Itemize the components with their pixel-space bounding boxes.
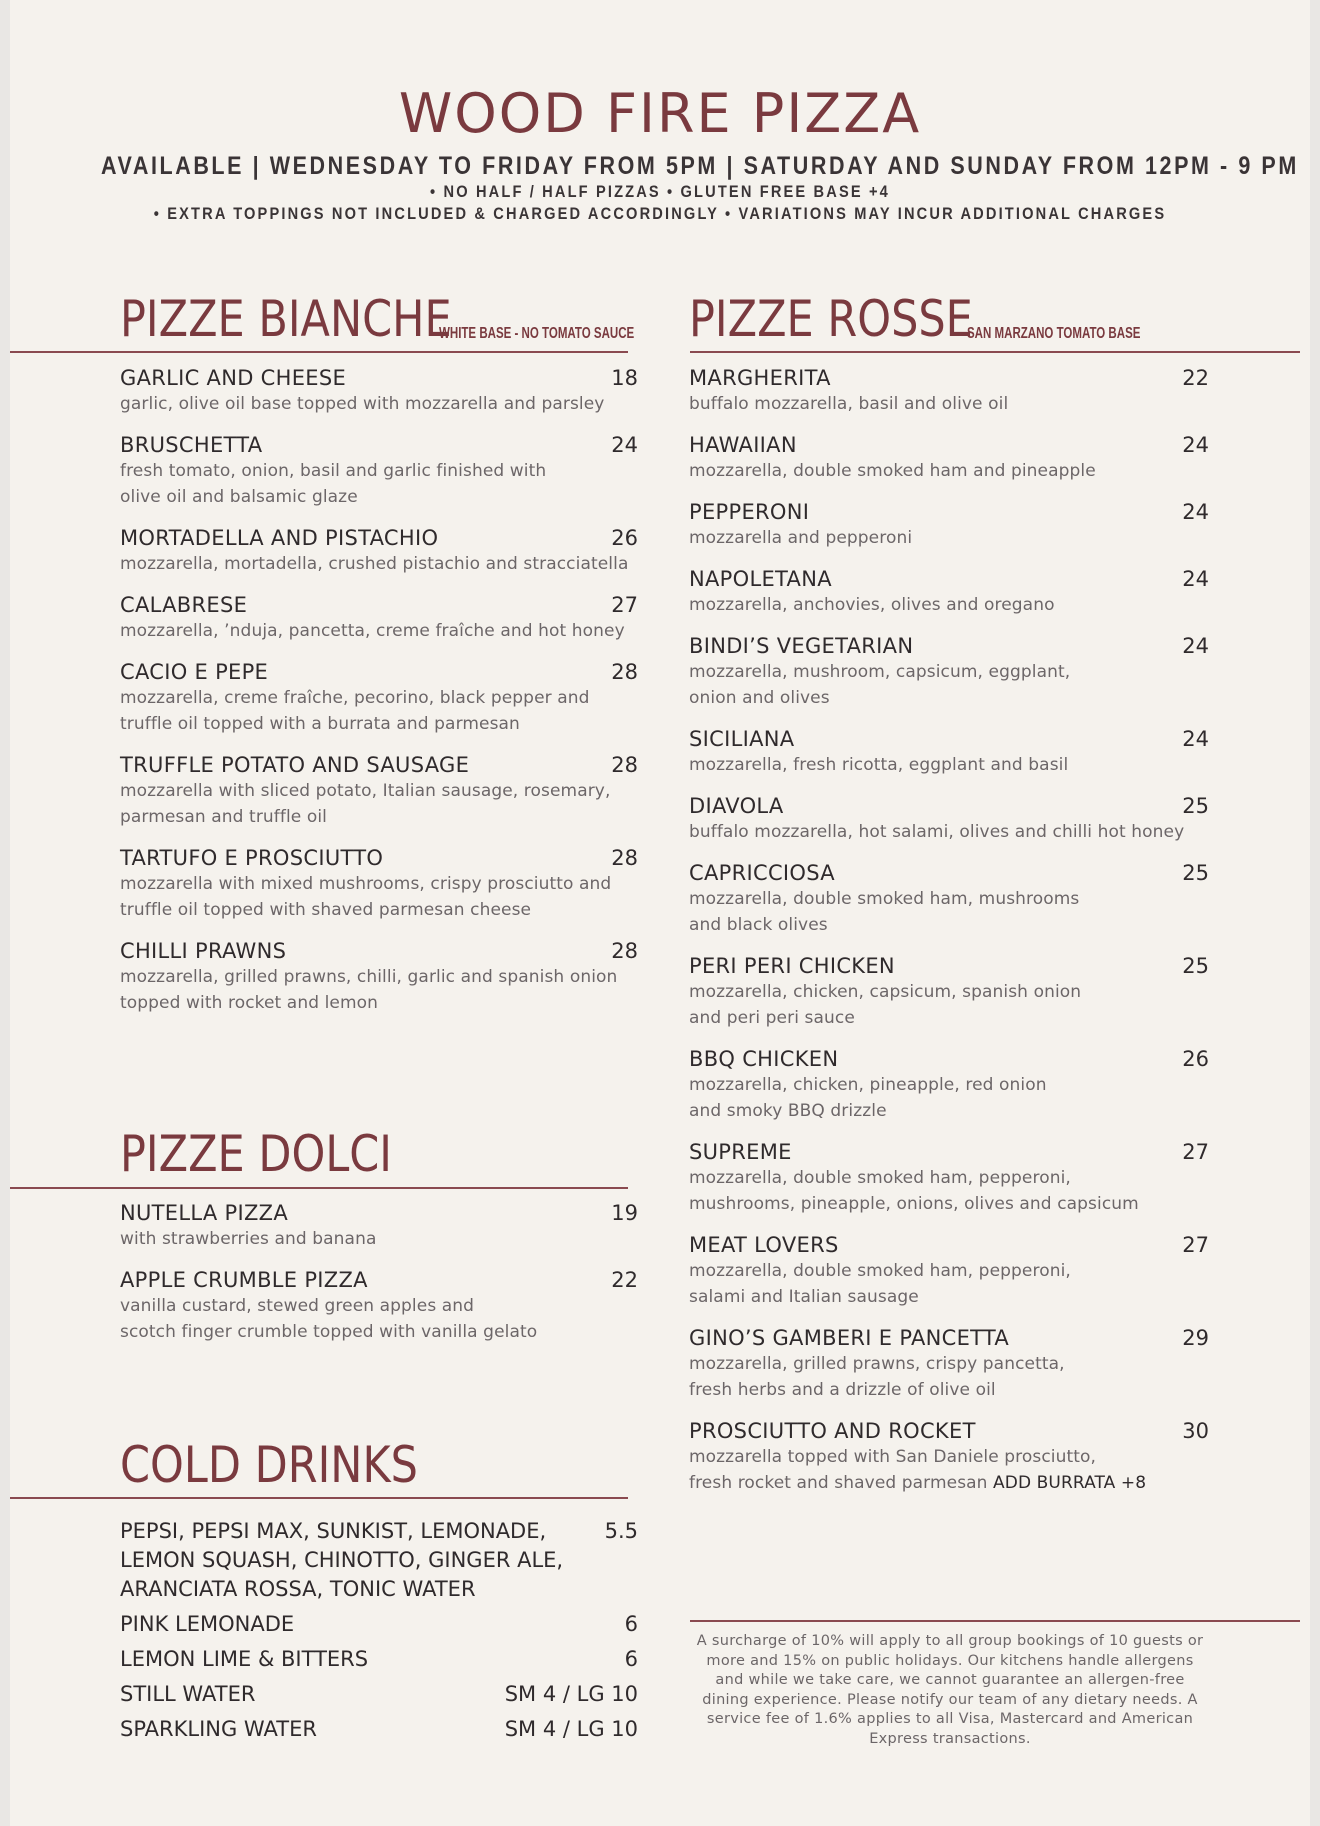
item-name: TARTUFO E PROSCIUTTO [120, 846, 384, 870]
menu-item [120, 432, 638, 510]
menu-item [689, 365, 1209, 417]
item-description-text: mozzarella and pepperoni [689, 528, 913, 548]
item-description [689, 886, 1209, 938]
item-description [689, 391, 1209, 417]
item-description-text: mozzarella, creme fraîche, pecorino, black pepper and truffle oil topped with a burrata and parmesan [120, 688, 590, 734]
item-name: PEPPERONI [689, 500, 810, 524]
drink-list [120, 1517, 638, 1744]
item-description-text: mozzarella with sliced potato, Italian sausage, rosemary, parmesan and truffle oil [120, 781, 611, 827]
item-name: CHILLI PRAWNS [120, 939, 287, 963]
drink-item [120, 1645, 638, 1674]
item-name: CACIO E PEPE [120, 660, 269, 684]
item-name: GARLIC AND CHEESE [120, 366, 347, 390]
drink-item [120, 1517, 638, 1604]
section-title: PIZZE ROSSE [689, 290, 973, 348]
item-description [689, 659, 1209, 711]
menu-item [689, 1418, 1209, 1496]
item-description [120, 551, 638, 577]
item-name: SUPREME [689, 1140, 792, 1164]
item-list [120, 1200, 638, 1345]
menu-page [10, 0, 1310, 1826]
item-description-text: mozzarella, mushroom, capsicum, eggplant, onion and olives [689, 662, 1071, 708]
menu-item [120, 1200, 638, 1252]
item-description-text: mozzarella, mortadella, crushed pistachio and stracciatella [120, 554, 629, 574]
item-description-text: mozzarella, double smoked ham, mushrooms and black olives [689, 889, 1080, 935]
item-price: 24 [1182, 634, 1209, 658]
item-price: 27 [1182, 1140, 1209, 1164]
item-description-text: mozzarella topped with San Daniele prosciutto, fresh rocket and shaved parmesan [689, 1447, 1097, 1493]
drink-price: SM 4 / LG 10 [504, 1717, 638, 1741]
section-subtitle: SAN MARZANO TOMATO BASE [967, 325, 1141, 342]
item-price: 22 [611, 1268, 638, 1292]
item-price: 25 [1182, 954, 1209, 978]
item-price: 24 [1182, 433, 1209, 457]
menu-item [689, 566, 1209, 618]
item-description-text: buffalo mozzarella, basil and olive oil [689, 394, 1009, 414]
section-subtitle: WHITE BASE - NO TOMATO SAUCE [439, 325, 635, 342]
item-price: 27 [1182, 1233, 1209, 1257]
item-price: 25 [1182, 861, 1209, 885]
item-description-text: mozzarella, fresh ricotta, eggplant and basil [689, 755, 1069, 775]
surcharge-note: A surcharge of 10% will apply to all group bookings of 10 guests or more and 15% on public holidays. Our kitchens handle allergens and while we take care, we cannot guarantee an allergen-free dining experience. Please notify our team of any dietary needs. A service fee of 1.6% applies to all Visa, Mastercard and American Express transactions. [696, 1633, 1204, 1747]
item-name: APPLE CRUMBLE PIZZA [120, 1268, 368, 1292]
item-description [120, 778, 638, 830]
item-description-text: mozzarella, grilled prawns, crispy pancetta, fresh herbs and a drizzle of olive oil [689, 1354, 1065, 1400]
item-price: 30 [1182, 1419, 1209, 1443]
section-header [120, 291, 638, 351]
drink-price: 6 [624, 1612, 638, 1636]
drink-price: 6 [624, 1647, 638, 1671]
section-rosse [689, 291, 1209, 1511]
drink-price: SM 4 / LG 10 [504, 1682, 638, 1706]
menu-item [120, 938, 638, 1016]
drink-name: STILL WATER [120, 1682, 256, 1706]
item-description-text: vanilla custard, stewed green apples and scotch finger crumble topped with vanilla gelato [120, 1296, 538, 1342]
section-drinks [120, 1437, 638, 1750]
item-name: CALABRESE [120, 593, 248, 617]
item-price: 24 [611, 433, 638, 457]
item-name: MEAT LOVERS [689, 1233, 839, 1257]
item-price: 19 [611, 1201, 638, 1225]
item-name: TRUFFLE POTATO AND SAUSAGE [120, 753, 470, 777]
menu-item [689, 499, 1209, 551]
menu-item [689, 726, 1209, 778]
item-name: BRUSCHETTA [120, 433, 263, 457]
footer-divider [690, 1620, 1300, 1622]
item-description [689, 752, 1209, 778]
section-header [120, 1126, 638, 1186]
item-description [689, 458, 1209, 484]
item-name: PERI PERI CHICKEN [689, 954, 895, 978]
section-header [120, 1437, 638, 1497]
item-description [689, 1351, 1209, 1403]
item-description [120, 871, 638, 923]
item-price: 28 [611, 753, 638, 777]
menu-item [689, 432, 1209, 484]
item-description-text: mozzarella, grilled prawns, chilli, garlic and spanish onion topped with rocket and lemon [120, 967, 618, 1013]
item-description [689, 1165, 1209, 1217]
drink-item [120, 1610, 638, 1639]
item-price: 27 [611, 593, 638, 617]
item-price: 26 [1182, 1047, 1209, 1071]
item-description [689, 525, 1209, 551]
item-description [120, 391, 638, 417]
menu-header [10, 82, 1310, 225]
menu-item [689, 633, 1209, 711]
item-price: 26 [611, 526, 638, 550]
menu-item [689, 1046, 1209, 1124]
page-title: WOOD FIRE PIZZA [398, 82, 922, 145]
item-price: 28 [611, 939, 638, 963]
availability-hours: AVAILABLE | WEDNESDAY TO FRIDAY FROM 5PM | SATURDAY AND SUNDAY FROM 12PM - 9 PM [101, 152, 1299, 180]
item-description [120, 964, 638, 1016]
item-description [120, 685, 638, 737]
menu-item [120, 365, 638, 417]
item-description [689, 979, 1209, 1031]
item-description-text: mozzarella, double smoked ham, pepperoni, salami and Italian sausage [689, 1261, 1071, 1307]
item-price: 24 [1182, 500, 1209, 524]
item-description [689, 1444, 1209, 1496]
drink-item [120, 1680, 638, 1709]
item-description [689, 592, 1209, 618]
menu-item [689, 953, 1209, 1031]
item-description [120, 1293, 638, 1345]
item-description-text: mozzarella, double smoked ham and pineapple [689, 461, 1096, 481]
item-list [689, 365, 1209, 1496]
section-title: COLD DRINKS [120, 1436, 418, 1494]
item-name: SICILIANA [689, 727, 795, 751]
drink-item [120, 1715, 638, 1744]
item-price: 28 [611, 846, 638, 870]
section-bianche [120, 291, 638, 1031]
menu-item [120, 592, 638, 644]
menu-item [120, 525, 638, 577]
menu-item [689, 1139, 1209, 1217]
item-description-text: mozzarella, ’nduja, pancetta, creme fraîche and hot honey [120, 621, 625, 641]
item-price: 29 [1182, 1326, 1209, 1350]
item-name: GINO’S GAMBERI E PANCETTA [689, 1326, 1010, 1350]
section-header [689, 291, 1209, 351]
menu-item [120, 845, 638, 923]
item-description-text: mozzarella, double smoked ham, pepperoni, mushrooms, pineapple, onions, olives and capsicum [689, 1168, 1139, 1214]
item-description-text: mozzarella, chicken, pineapple, red onion and smoky BBQ drizzle [689, 1075, 1047, 1121]
drink-name: LEMON LIME & BITTERS [120, 1647, 369, 1671]
menu-item [120, 752, 638, 830]
item-description-text: garlic, olive oil base topped with mozzarella and parsley [120, 394, 605, 414]
item-addon: ADD BURRATA +8 [993, 1473, 1147, 1493]
section-title: PIZZE BIANCHE [120, 290, 452, 348]
item-price: 25 [1182, 794, 1209, 818]
item-price: 18 [611, 366, 638, 390]
menu-item [689, 1232, 1209, 1310]
item-description-text: with strawberries and banana [120, 1229, 377, 1249]
drink-name: PEPSI, PEPSI MAX, SUNKIST, LEMONADE, LEMON SQUASH, CHINOTTO, GINGER ALE, ARANCIATA ROSSA, TONIC WATER [120, 1519, 564, 1601]
item-name: PROSCIUTTO AND ROCKET [689, 1419, 976, 1443]
item-name: MARGHERITA [689, 366, 831, 390]
item-name: DIAVOLA [689, 794, 784, 818]
drink-name: SPARKLING WATER [120, 1717, 317, 1741]
item-name: MORTADELLA AND PISTACHIO [120, 526, 439, 550]
item-name: BBQ CHICKEN [689, 1047, 839, 1071]
menu-item [120, 1267, 638, 1345]
menu-item [689, 793, 1209, 845]
item-description-text: mozzarella, anchovies, olives and oregano [689, 595, 1055, 615]
item-description [120, 618, 638, 644]
item-name: BINDI’S VEGETARIAN [689, 634, 914, 658]
item-description-text: fresh tomato, onion, basil and garlic finished with olive oil and balsamic glaze [120, 461, 547, 507]
item-description-text: buffalo mozzarella, hot salami, olives and chilli hot honey [689, 822, 1185, 842]
item-description [689, 1072, 1209, 1124]
item-name: NAPOLETANA [689, 567, 832, 591]
item-list [120, 365, 638, 1016]
item-description [120, 458, 638, 510]
item-description-text: mozzarella, chicken, capsicum, spanish onion and peri peri sauce [689, 982, 1082, 1028]
section-title: PIZZE DOLCI [120, 1125, 392, 1183]
item-description [689, 1258, 1209, 1310]
item-name: NUTELLA PIZZA [120, 1201, 288, 1225]
menu-item [120, 659, 638, 737]
item-price: 22 [1182, 366, 1209, 390]
item-description [120, 1226, 638, 1252]
menu-item [689, 1325, 1209, 1403]
item-description-text: mozzarella with mixed mushrooms, crispy prosciutto and truffle oil topped with shaved parmesan cheese [120, 874, 612, 920]
item-price: 24 [1182, 727, 1209, 751]
item-price: 28 [611, 660, 638, 684]
drink-price: 5.5 [604, 1519, 638, 1543]
item-name: HAWAIIAN [689, 433, 797, 457]
pizza-note: • NO HALF / HALF PIZZAS • GLUTEN FREE BASE +4 [430, 182, 890, 201]
toppings-note: • EXTRA TOPPINGS NOT INCLUDED & CHARGED ACCORDINGLY • VARIATIONS MAY INCUR ADDITIONAL CHARGES [153, 204, 1167, 223]
drink-name: PINK LEMONADE [120, 1612, 295, 1636]
section-dolci [120, 1126, 638, 1360]
item-description [689, 819, 1209, 845]
item-name: CAPRICCIOSA [689, 861, 835, 885]
menu-item [689, 860, 1209, 938]
item-price: 24 [1182, 567, 1209, 591]
